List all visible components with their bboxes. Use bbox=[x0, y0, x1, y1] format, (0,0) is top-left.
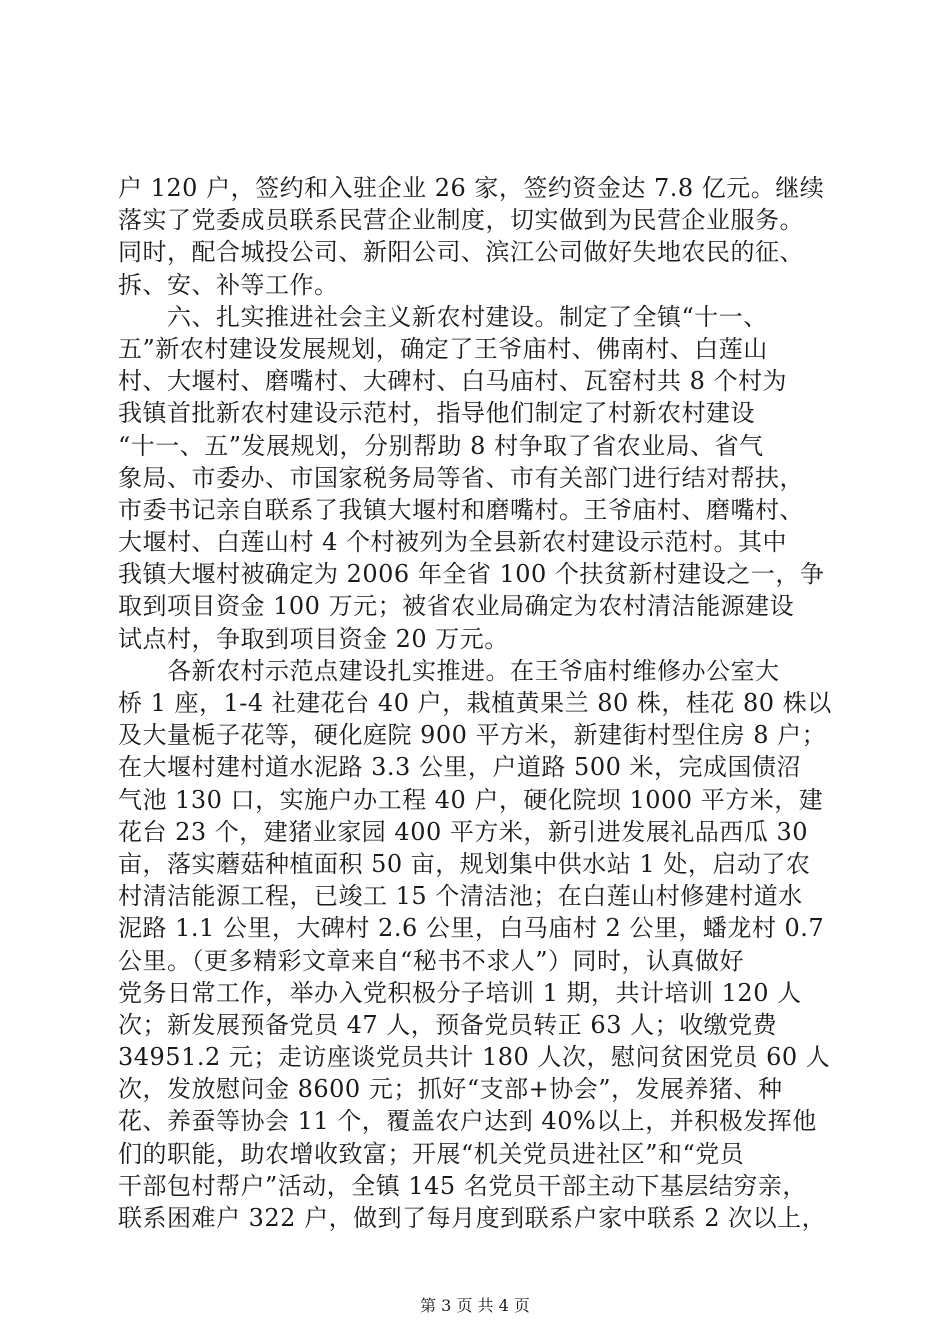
text-line: 拆、安、补等工作。 bbox=[118, 270, 339, 299]
text-line: 桥 1 座，1-4 社建花台 40 户，栽植黄果兰 80 株，桂花 80 株以 bbox=[118, 689, 832, 717]
page-footer: 第 3 页 共 4 页 bbox=[420, 1296, 530, 1315]
text-line: 泥路 1.1 公里，大碑村 2.6 公里，白马庙村 2 公里，蟠龙村 0.7 bbox=[118, 914, 825, 943]
text-line: 花台 23 个，建猪业家园 400 平方米，新引进发展礼品西瓜 30 bbox=[118, 817, 809, 846]
text-line: 同时，配合城投公司、新阳公司、滨江公司做好失地农民的征、 bbox=[118, 238, 804, 267]
text-line: 试点村，争取到项目资金 20 万元。 bbox=[118, 624, 509, 653]
text-line: 党务日常工作，举办入党积极分子培训 1 期，共计培训 120 人 bbox=[118, 978, 802, 1007]
text-line: 气池 130 口，实施户办工程 40 户，硬化院坝 1000 平方米，建 bbox=[118, 785, 824, 814]
text-line: 亩，落实蘑菇种植面积 50 亩，规划集中供水站 1 处，启动了农 bbox=[118, 849, 811, 878]
text-line: 村清洁能源工程，已竣工 15 个清洁池；在白莲山村修建村道水 bbox=[118, 882, 803, 911]
text-line: 我镇大堰村被确定为 2006 年全省 100 个扶贫新村建设之一，争 bbox=[118, 560, 825, 589]
text-line: 村、大堰村、磨嘴村、大碑村、白马庙村、瓦窑村共 8 个村为 bbox=[118, 367, 788, 396]
text-line: 花、养蚕等协会 11 个，覆盖农户达到 40%以上，并积极发挥他 bbox=[118, 1107, 817, 1136]
text-line: 公里。（更多精彩文章来自“秘书不求人”）同时，认真做好 bbox=[118, 946, 745, 975]
text-line: 次；新发展预备党员 47 人，预备党员转正 63 人；收缴党费 bbox=[118, 1010, 778, 1039]
text-line: 五”新农村建设发展规划，确定了王爷庙村、佛南村、白莲山 bbox=[118, 334, 768, 363]
text-line: 们的职能，助农增收致富；开展“机关党员进社区”和“党员 bbox=[118, 1139, 745, 1168]
document-body bbox=[118, 172, 838, 1234]
text-line: 联系困难户 322 户，做到了每月度到联系户家中联系 2 次以上， bbox=[118, 1204, 827, 1232]
text-line: 取到项目资金 100 万元；被省农业局确定为农村清洁能源建设 bbox=[118, 592, 795, 621]
text-line: 六、扎实推进社会主义新农村建设。制定了全镇“十一、 bbox=[118, 302, 768, 331]
text-line: 我镇首批新农村建设示范村，指导他们制定了村新农村建设 bbox=[118, 399, 755, 428]
text-line: 大堰村、白莲山村 4 个村被列为全县新农村建设示范村。其中 bbox=[118, 528, 788, 557]
text-line: 及大量栀子花等，硬化庭院 900 平方米，新建街村型住房 8 户； bbox=[118, 721, 827, 750]
text-line: 象局、市委办、市国家税务局等省、市有关部门进行结对帮扶， bbox=[118, 463, 804, 492]
text-line: 各新农村示范点建设扎实推进。在王爷庙村维修办公室大 bbox=[118, 656, 780, 685]
text-line: 次，发放慰问金 8600 元；抓好“支部+协会”，发展养猪、种 bbox=[118, 1075, 783, 1104]
text-line: 34951.2 元；走访座谈党员共计 180 人次，慰问贫困党员 60 人 bbox=[118, 1043, 831, 1072]
text-line: 干部包村帮户”活动，全镇 145 名党员干部主动下基层结穷亲， bbox=[118, 1171, 807, 1200]
text-line: 户 120 户，签约和入驻企业 26 家，签约资金达 7.8 亿元。继续 bbox=[118, 174, 825, 202]
text-line: 在大堰村建村道水泥路 3.3 公里，户道路 500 米，完成国债沼 bbox=[118, 753, 801, 782]
text-line: 落实了党委成员联系民营企业制度，切实做到为民营企业服务。 bbox=[118, 206, 804, 235]
text-line: 市委书记亲自联系了我镇大堰村和磨嘴村。王爷庙村、磨嘴村、 bbox=[118, 495, 804, 524]
text-line: “十一、五”发展规划，分别帮助 8 村争取了省农业局、省气 bbox=[118, 431, 764, 460]
